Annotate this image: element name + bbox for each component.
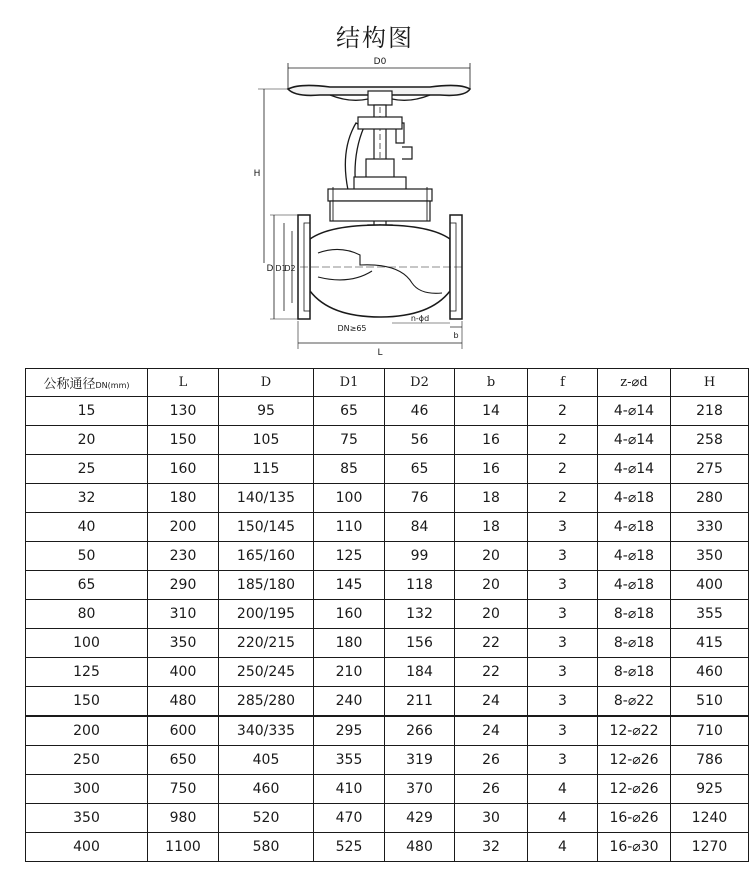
table-cell: 319 <box>385 746 455 775</box>
table-row <box>26 804 749 833</box>
header-zd: z-⌀d <box>598 369 671 397</box>
table-cell: 80 <box>26 600 148 629</box>
table-cell: 26 <box>455 746 528 775</box>
table-cell: 3 <box>528 658 598 687</box>
table-cell: 350 <box>671 542 749 571</box>
table-cell: 30 <box>455 804 528 833</box>
table-cell: 218 <box>671 397 749 426</box>
table-cell: 460 <box>219 775 314 804</box>
table-cell: 20 <box>455 600 528 629</box>
dimension-table <box>25 368 749 862</box>
label-d1: D1 <box>275 264 287 273</box>
label-d2: D2 <box>284 264 296 273</box>
table-cell: 275 <box>671 455 749 484</box>
table-row <box>26 397 749 426</box>
table-cell: 340/335 <box>219 716 314 746</box>
table-cell: 980 <box>148 804 219 833</box>
table-cell: 8-⌀22 <box>598 687 671 717</box>
table-cell: 16 <box>455 426 528 455</box>
table-row <box>26 513 749 542</box>
table-cell: 710 <box>671 716 749 746</box>
table-cell: 4-⌀14 <box>598 397 671 426</box>
table-cell: 132 <box>385 600 455 629</box>
table-cell: 400 <box>26 833 148 862</box>
label-h: H <box>253 169 261 179</box>
table-cell: 405 <box>219 746 314 775</box>
table-cell: 295 <box>314 716 385 746</box>
table-cell: 24 <box>455 687 528 717</box>
table-cell: 105 <box>219 426 314 455</box>
table-row <box>26 600 749 629</box>
table-cell: 99 <box>385 542 455 571</box>
table-cell: 650 <box>148 746 219 775</box>
header-d2: D2 <box>385 369 455 397</box>
table-cell: 26 <box>455 775 528 804</box>
table-cell: 165/160 <box>219 542 314 571</box>
table-cell: 200/195 <box>219 600 314 629</box>
header-h: H <box>671 369 749 397</box>
table-cell: 140/135 <box>219 484 314 513</box>
table-cell: 12-⌀22 <box>598 716 671 746</box>
table-cell: 4-⌀14 <box>598 455 671 484</box>
table-cell: 355 <box>671 600 749 629</box>
table-row <box>26 571 749 600</box>
table-cell: 3 <box>528 746 598 775</box>
table-cell: 410 <box>314 775 385 804</box>
table-cell: 4-⌀18 <box>598 484 671 513</box>
table-cell: 220/215 <box>219 629 314 658</box>
table-cell: 280 <box>671 484 749 513</box>
table-cell: 3 <box>528 716 598 746</box>
table-cell: 2 <box>528 426 598 455</box>
table-cell: 76 <box>385 484 455 513</box>
table-row <box>26 658 749 687</box>
table-cell: 125 <box>314 542 385 571</box>
table-cell: 370 <box>385 775 455 804</box>
table-cell: 300 <box>26 775 148 804</box>
table-cell: 180 <box>314 629 385 658</box>
table-cell: 125 <box>26 658 148 687</box>
table-cell: 56 <box>385 426 455 455</box>
table-cell: 3 <box>528 571 598 600</box>
table-cell: 24 <box>455 716 528 746</box>
table-cell: 8-⌀18 <box>598 658 671 687</box>
table-cell: 12-⌀26 <box>598 746 671 775</box>
table-row <box>26 455 749 484</box>
label-l: L <box>377 348 383 358</box>
table-cell: 3 <box>528 542 598 571</box>
table-cell: 3 <box>528 600 598 629</box>
table-cell: 2 <box>528 484 598 513</box>
header-d: D <box>219 369 314 397</box>
label-holes: n-ϕd <box>410 314 430 323</box>
table-cell: 22 <box>455 629 528 658</box>
table-cell: 230 <box>148 542 219 571</box>
table-cell: 4 <box>528 833 598 862</box>
label-d0: D0 <box>373 57 387 67</box>
table-cell: 185/180 <box>219 571 314 600</box>
table-cell: 145 <box>314 571 385 600</box>
table-cell: 250/245 <box>219 658 314 687</box>
table-cell: 115 <box>219 455 314 484</box>
table-cell: 130 <box>148 397 219 426</box>
table-cell: 580 <box>219 833 314 862</box>
table-cell: 1240 <box>671 804 749 833</box>
table-cell: 600 <box>148 716 219 746</box>
table-cell: 290 <box>148 571 219 600</box>
table-cell: 100 <box>314 484 385 513</box>
table-cell: 350 <box>26 804 148 833</box>
table-cell: 20 <box>455 571 528 600</box>
header-b: b <box>455 369 528 397</box>
table-row <box>26 716 749 746</box>
table-cell: 12-⌀26 <box>598 775 671 804</box>
table-cell: 3 <box>528 687 598 717</box>
table-cell: 786 <box>671 746 749 775</box>
table-cell: 1100 <box>148 833 219 862</box>
table-row <box>26 833 749 862</box>
table-cell: 22 <box>455 658 528 687</box>
table-cell: 40 <box>26 513 148 542</box>
table-cell: 520 <box>219 804 314 833</box>
table-cell: 75 <box>314 426 385 455</box>
table-cell: 480 <box>385 833 455 862</box>
table-cell: 470 <box>314 804 385 833</box>
table-cell: 258 <box>671 426 749 455</box>
table-cell: 8-⌀18 <box>598 629 671 658</box>
table-cell: 180 <box>148 484 219 513</box>
table-cell: 750 <box>148 775 219 804</box>
table-cell: 510 <box>671 687 749 717</box>
table-cell: 429 <box>385 804 455 833</box>
table-cell: 156 <box>385 629 455 658</box>
table-cell: 211 <box>385 687 455 717</box>
table-cell: 400 <box>671 571 749 600</box>
table-cell: 355 <box>314 746 385 775</box>
table-cell: 3 <box>528 513 598 542</box>
table-cell: 8-⌀18 <box>598 600 671 629</box>
table-cell: 32 <box>26 484 148 513</box>
table-cell: 350 <box>148 629 219 658</box>
table-cell: 65 <box>385 455 455 484</box>
table-cell: 415 <box>671 629 749 658</box>
table-cell: 16-⌀30 <box>598 833 671 862</box>
table-cell: 310 <box>148 600 219 629</box>
table-cell: 16-⌀26 <box>598 804 671 833</box>
table-cell: 160 <box>314 600 385 629</box>
table-cell: 18 <box>455 484 528 513</box>
label-dn: DN≥65 <box>337 324 367 333</box>
table-row <box>26 746 749 775</box>
table-cell: 184 <box>385 658 455 687</box>
table-cell: 250 <box>26 746 148 775</box>
table-row <box>26 775 749 804</box>
table-cell: 200 <box>148 513 219 542</box>
table-cell: 20 <box>455 542 528 571</box>
table-cell: 330 <box>671 513 749 542</box>
table-cell: 14 <box>455 397 528 426</box>
header-d1: D1 <box>314 369 385 397</box>
table-cell: 4-⌀18 <box>598 571 671 600</box>
table-cell: 4 <box>528 775 598 804</box>
table-cell: 525 <box>314 833 385 862</box>
table-cell: 50 <box>26 542 148 571</box>
label-d: D <box>266 264 274 274</box>
label-b: b <box>453 331 459 340</box>
table-cell: 118 <box>385 571 455 600</box>
table-cell: 400 <box>148 658 219 687</box>
table-cell: 2 <box>528 455 598 484</box>
table-cell: 240 <box>314 687 385 717</box>
table-cell: 266 <box>385 716 455 746</box>
table-cell: 4 <box>528 804 598 833</box>
table-cell: 1270 <box>671 833 749 862</box>
table-cell: 150 <box>148 426 219 455</box>
table-cell: 16 <box>455 455 528 484</box>
table-cell: 160 <box>148 455 219 484</box>
table-cell: 65 <box>26 571 148 600</box>
valve-structure-diagram <box>0 55 750 360</box>
table-cell: 150 <box>26 687 148 717</box>
table-row <box>26 542 749 571</box>
table-cell: 32 <box>455 833 528 862</box>
table-cell: 3 <box>528 629 598 658</box>
table-cell: 460 <box>671 658 749 687</box>
table-cell: 100 <box>26 629 148 658</box>
table-cell: 200 <box>26 716 148 746</box>
table-cell: 65 <box>314 397 385 426</box>
table-cell: 285/280 <box>219 687 314 717</box>
page-title: 结构图 <box>336 24 414 52</box>
table-cell: 210 <box>314 658 385 687</box>
header-l: L <box>148 369 219 397</box>
table-cell: 4-⌀18 <box>598 513 671 542</box>
table-cell: 20 <box>26 426 148 455</box>
table-cell: 15 <box>26 397 148 426</box>
table-cell: 18 <box>455 513 528 542</box>
table-row <box>26 426 749 455</box>
table-header-row <box>26 369 749 397</box>
table-cell: 480 <box>148 687 219 717</box>
table-cell: 46 <box>385 397 455 426</box>
table-cell: 4-⌀18 <box>598 542 671 571</box>
table-cell: 925 <box>671 775 749 804</box>
table-cell: 84 <box>385 513 455 542</box>
table-cell: 85 <box>314 455 385 484</box>
header-f: f <box>528 369 598 397</box>
table-cell: 95 <box>219 397 314 426</box>
table-cell: 4-⌀14 <box>598 426 671 455</box>
table-row <box>26 687 749 717</box>
table-cell: 110 <box>314 513 385 542</box>
table-cell: 25 <box>26 455 148 484</box>
header-dn: 公称通径DN(mm) <box>26 369 148 397</box>
table-cell: 2 <box>528 397 598 426</box>
table-row <box>26 484 749 513</box>
table-row <box>26 629 749 658</box>
table-cell: 150/145 <box>219 513 314 542</box>
